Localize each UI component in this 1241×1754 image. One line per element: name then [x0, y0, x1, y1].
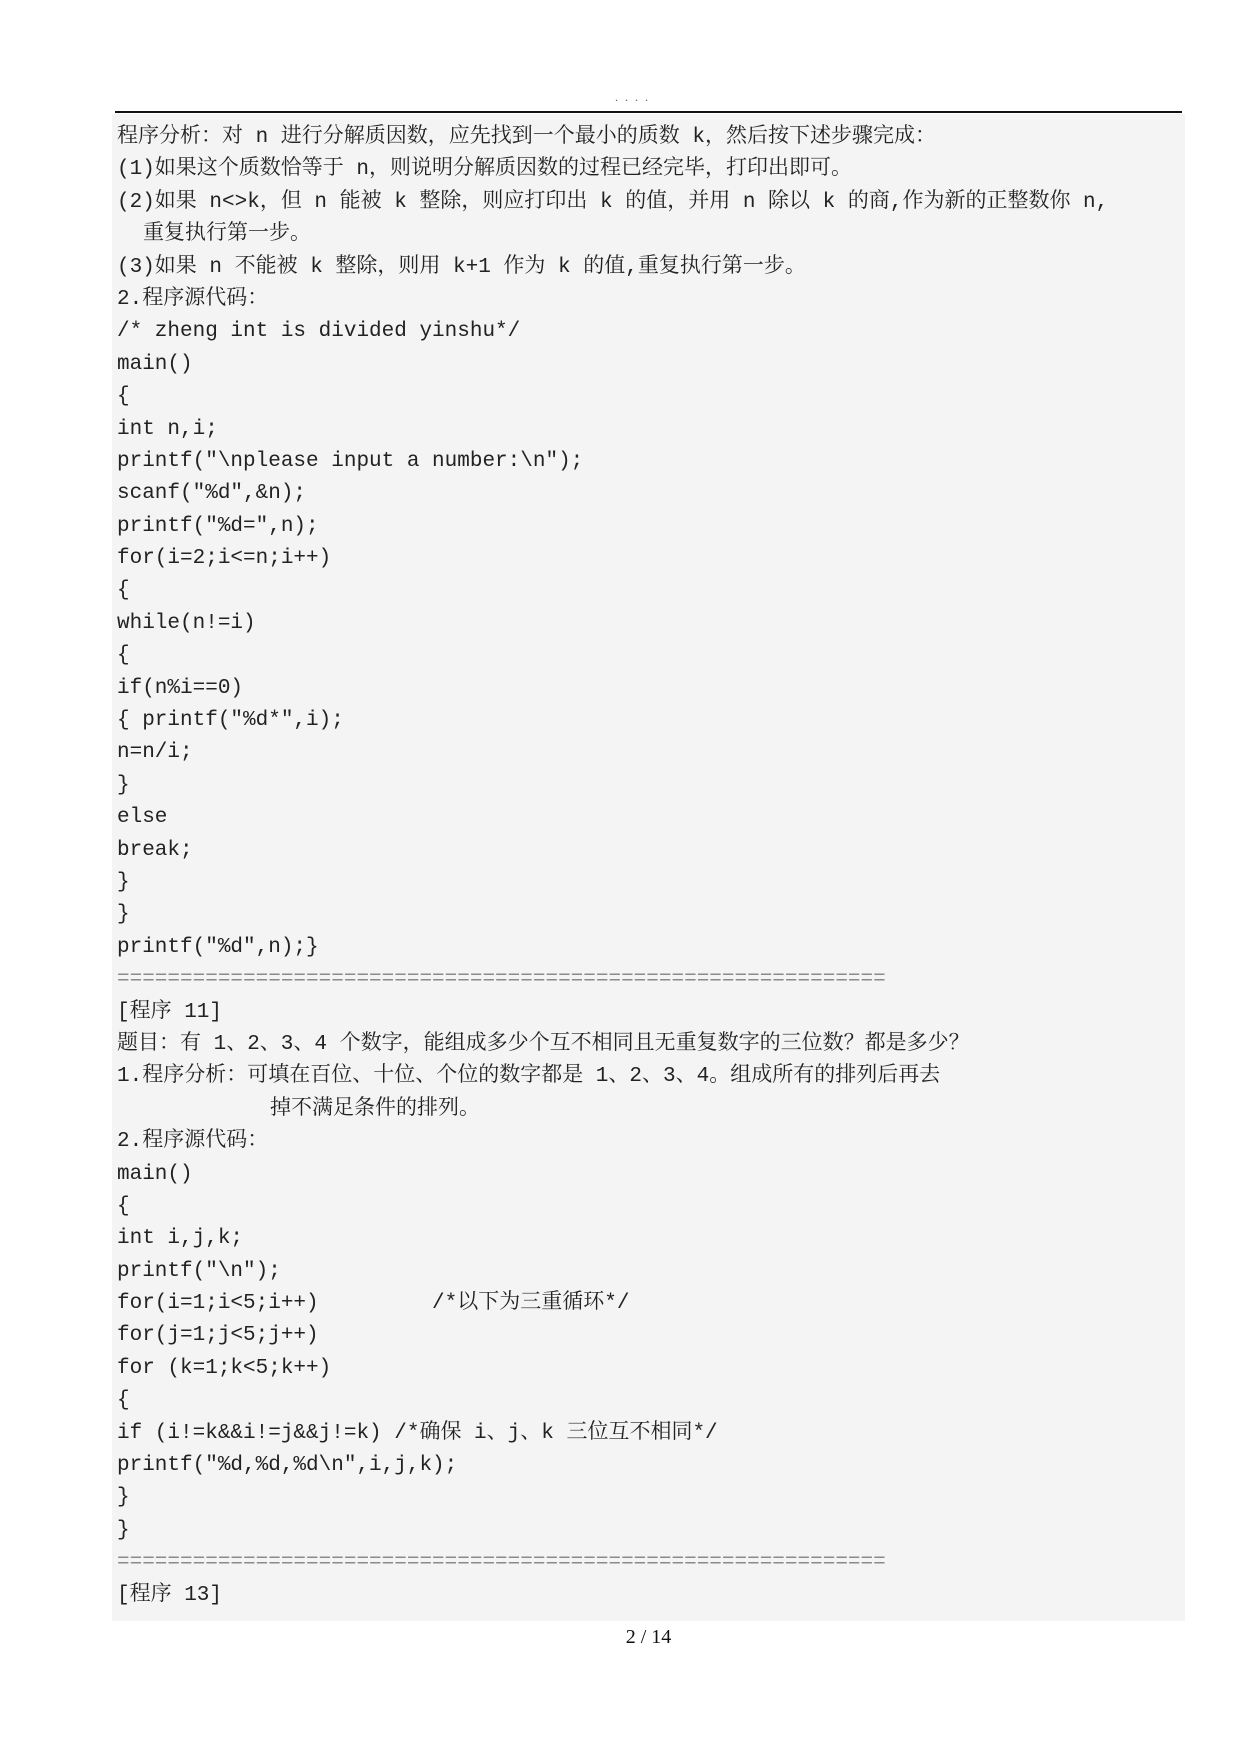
code-line: if(n%i==0): [117, 676, 244, 700]
code-line: else: [117, 806, 168, 830]
code-line: printf("%d",n);}: [117, 935, 319, 959]
code-line: {: [117, 1389, 130, 1413]
header-marks: . . . .: [615, 90, 650, 104]
code-comment: /* zheng int is divided yinshu*/: [117, 320, 521, 344]
analysis-line: 程序分析：对 n 进行分解质因数，应先找到一个最小的质数 k，然后按下述步骤完成：: [117, 126, 937, 149]
analysis-step-2-continued: 重复执行第一步。: [143, 223, 311, 247]
code-line: for (k=1;k<5;k++): [117, 1356, 332, 1380]
source-code-label: 2.程序源代码：: [117, 287, 269, 311]
code-line: }: [117, 870, 130, 894]
code-line: printf("%d,%d,%d\n",i,j,k);: [117, 1454, 458, 1478]
code-line: {: [117, 579, 130, 603]
code-line: n=n/i;: [117, 741, 193, 765]
code-line: }: [117, 903, 130, 927]
code-line: int i,j,k;: [117, 1227, 244, 1251]
code-line: main(): [117, 1162, 193, 1186]
analysis-line-continued: 掉不满足条件的排列。: [270, 1097, 480, 1121]
code-line: for(j=1;j<5;j++): [117, 1324, 319, 1348]
code-line: {: [117, 385, 130, 409]
source-code-label: 2.程序源代码：: [117, 1130, 269, 1154]
code-line: }: [117, 773, 130, 797]
code-line: int n,i;: [117, 417, 218, 441]
code-line: }: [117, 1486, 130, 1510]
page-number: 2 / 14: [625, 1626, 672, 1648]
problem-statement: 题目：有 1、2、3、4 个数字，能组成多少个互不相同且无重复数字的三位数？都是多少？: [117, 1032, 970, 1056]
code-line: { printf("%d*",i);: [117, 709, 344, 733]
code-line: while(n!=i): [117, 611, 256, 635]
code-line: printf("\n");: [117, 1259, 281, 1283]
code-line: }: [117, 1518, 130, 1542]
code-line-with-comment: for(i=1;i<5;i++) /*以下为三重循环*/: [117, 1292, 630, 1316]
code-line-with-comment: if (i!=k&&i!=j&&j!=k) /*确保 i、j、k 三位互不相同*/: [117, 1421, 718, 1445]
code-line: main(): [117, 352, 193, 376]
analysis-step-3: (3)如果 n 不能被 k 整除，则用 k+1 作为 k 的值,重复执行第一步。: [117, 255, 806, 279]
code-line: scanf("%d",&n);: [117, 482, 307, 506]
analysis-step-2: (2)如果 n<>k，但 n 能被 k 整除，则应打印出 k 的值，并用 n 除以 k 的商,作为新的正整数你 n,: [117, 190, 1109, 214]
analysis-step-1: (1)如果这个质数恰等于 n，则说明分解质因数的过程已经完毕，打印出即可。: [117, 158, 853, 182]
separator-line: =============================================================: [117, 968, 886, 992]
code-line: {: [117, 1194, 130, 1218]
code-line: printf("\nplease input a number:\n");: [117, 449, 584, 473]
document-content: [112, 114, 1185, 1621]
code-line: for(i=2;i<=n;i++): [117, 547, 332, 571]
program-heading: [程序 11]: [117, 1000, 223, 1024]
program-heading: [程序 13]: [117, 1583, 223, 1607]
code-line: break;: [117, 838, 193, 862]
analysis-line: 1.程序分析：可填在百位、十位、个位的数字都是 1、2、3、4。组成所有的排列后再去: [117, 1065, 941, 1089]
separator-line: =============================================================: [117, 1551, 886, 1575]
code-line: printf("%d=",n);: [117, 514, 319, 538]
header-rule: [115, 111, 1182, 113]
code-line: {: [117, 644, 130, 668]
